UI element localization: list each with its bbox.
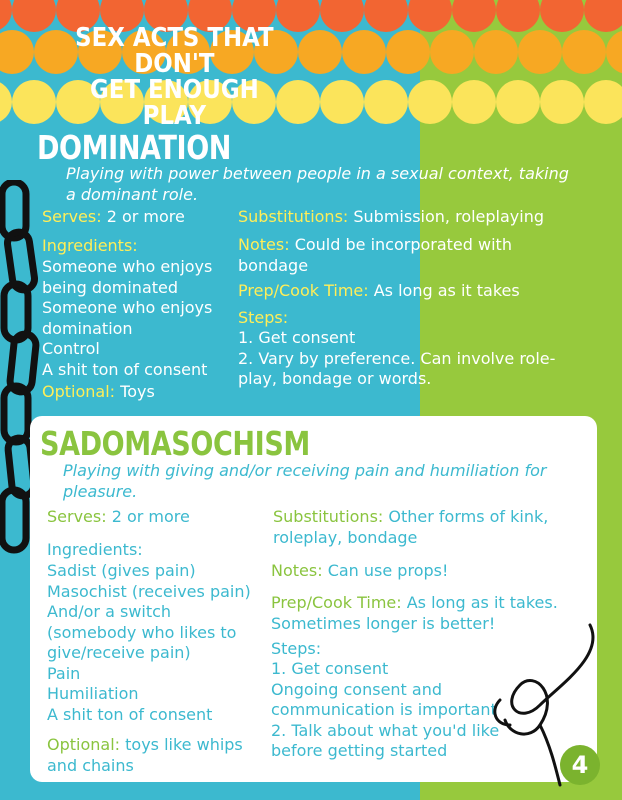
domination-serves [42,207,185,228]
prep-value: As long as it takes [368,281,520,300]
ingredient-item: Masochist (receives pain) [47,581,251,601]
dot-decoration [12,80,56,124]
prep-value: As long as it takes. [401,593,558,612]
dot-decoration [584,80,622,124]
step-item: communication is important [271,700,497,719]
prep-label: Prep/Cook Time: [271,593,402,612]
dot-decoration [452,0,496,32]
sado-desc-line-2: pleasure. [63,482,138,501]
dot-decoration [496,0,540,32]
notes-line-2: bondage [238,255,309,275]
dot-decoration [0,80,12,124]
optional-label: Optional: [42,382,116,401]
substitutions-label: Substitutions: [273,507,384,526]
domination-optional [42,382,155,403]
page-number: 4 [560,745,600,785]
dot-decoration [320,0,364,32]
dot-decoration [0,30,34,74]
sado-optional [47,735,243,776]
domination-description [66,163,569,205]
dot-decoration [430,30,474,74]
sado-ingredients-list [47,561,251,725]
domination-desc-line-1: Playing with power between people in a sexual context, taking [66,164,569,183]
dot-decoration [386,30,430,74]
sado-steps-list [271,659,499,762]
dot-decoration [320,80,364,124]
notes-value: Could be incorporated with [289,235,512,254]
prep-label: Prep/Cook Time: [238,281,369,300]
substitutions-line-2: roleplay, bondage [273,527,418,547]
ingredient-item: domination [42,318,133,338]
sado-serves [47,507,190,528]
notes-value: Can use props! [322,561,449,580]
dot-decoration [364,80,408,124]
step-item: 1. Get consent [271,659,389,678]
dot-decoration [408,0,452,32]
sado-notes [271,561,448,582]
sado-steps-label: Steps: [271,639,322,658]
step-item: before getting started [271,741,448,760]
domination-desc-line-2: a dominant role. [66,185,199,204]
step-item: Ongoing consent and [271,679,443,699]
domination-ingredients-label: Ingredients: [42,236,138,255]
dot-decoration [298,30,342,74]
dot-decoration [408,80,452,124]
ingredient-item: Pain [47,663,81,683]
ingredient-item: A shit ton of consent [42,359,208,379]
domination-substitutions [238,207,544,228]
sado-ingredients-label: Ingredients: [47,540,143,559]
ingredient-item: give/receive pain) [47,643,191,662]
step-item: play, bondage or words. [238,369,432,388]
optional-value: toys like whips [120,735,243,754]
domination-steps-label: Steps: [238,308,289,327]
dot-decoration [452,80,496,124]
dot-decoration [540,80,584,124]
substitutions-label: Substitutions: [238,207,349,226]
step-item: 2. Talk about what you'd like [271,720,500,740]
domination-heading: DOMINATION [37,128,232,167]
dot-decoration [364,0,408,32]
dot-decoration [540,0,584,32]
substitutions-value: Other forms of kink, [383,507,549,526]
ingredient-item: being dominated [42,277,179,297]
dot-decoration [0,0,12,32]
dot-decoration [562,30,606,74]
sado-desc-line-1: Playing with giving and/or receiving pain and humiliation for [63,461,547,480]
notes-label: Notes: [271,561,323,580]
dot-decoration [584,0,622,32]
ingredient-item: Humiliation [47,684,139,703]
dot-decoration [606,30,622,74]
optional-line-2: and chains [47,755,134,775]
notes-label: Notes: [238,235,290,254]
dot-decoration [518,30,562,74]
dot-decoration [474,30,518,74]
sadomasochism-description [63,460,546,502]
ingredient-item: (somebody who likes to [47,622,237,642]
serves-label: Serves: [47,507,107,526]
ingredient-item: A shit ton of consent [47,704,213,724]
dot-decoration [342,30,386,74]
sado-substitutions [273,507,548,548]
title-line-1: SEX ACTS THAT DON'T [75,23,274,79]
domination-steps-list [238,328,555,390]
optional-value: Toys [115,382,155,401]
prep-line-2: Sometimes longer is better! [271,613,496,633]
serves-value: 2 or more [106,507,190,526]
page-title [60,25,289,129]
step-item: 2. Vary by preference. Can involve role- [238,348,556,368]
dot-decoration [12,0,56,32]
dot-decoration [496,80,540,124]
domination-notes [238,235,512,276]
sadomasochism-heading: SADOMASOCHISM [40,424,310,463]
ingredient-item: Sadist (gives pain) [47,561,196,580]
ingredient-item: Someone who enjoys [42,298,213,317]
ingredient-item: And/or a switch [47,602,172,621]
ingredient-item: Control [42,339,100,358]
title-line-2: GET ENOUGH PLAY [90,75,259,131]
serves-label: Serves: [42,207,102,226]
serves-value: 2 or more [101,207,185,226]
substitutions-value: Submission, roleplaying [348,207,545,226]
domination-prep-time [238,281,520,302]
optional-label: Optional: [47,735,121,754]
ingredient-item: Someone who enjoys [42,257,213,276]
domination-ingredients-list [42,257,212,380]
step-item: 1. Get consent [238,328,356,347]
